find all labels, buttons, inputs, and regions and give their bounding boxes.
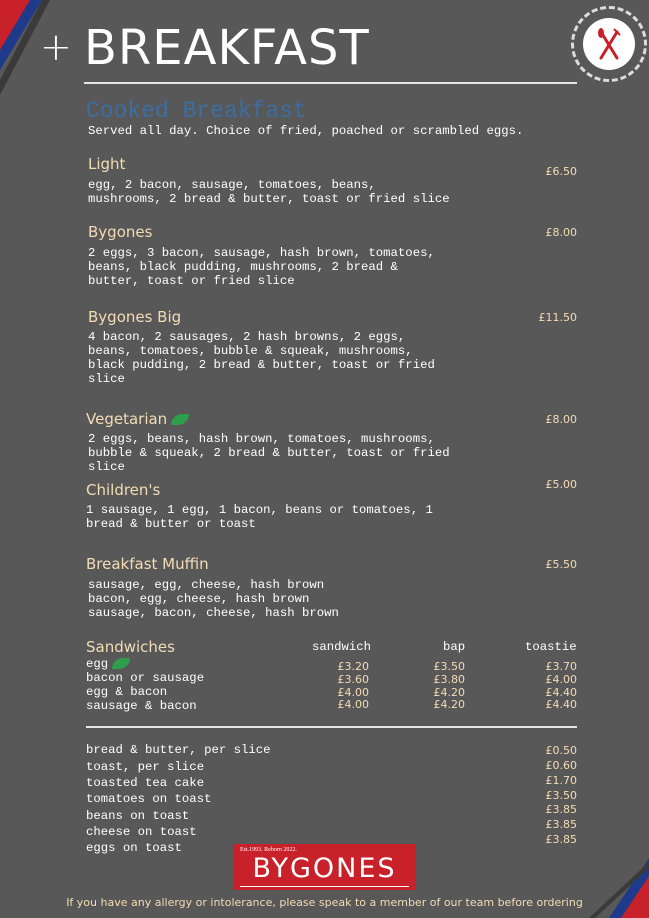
item-title-vegetarian	[86, 410, 189, 428]
item-price-light: £6.50	[545, 165, 577, 178]
extra-price: £3.50	[545, 789, 577, 802]
item-desc-bygones-big: 4 bacon, 2 sausages, 2 hash browns, 2 eggs, beans, tomatoes, bubble & squeak, mushrooms, black pudding, 2 bread & butter, toast or fried slice	[88, 330, 435, 386]
sandwich-row-name: sausage & bacon	[86, 699, 197, 713]
header-divider	[84, 82, 577, 84]
section-title: Cooked Breakfast	[86, 98, 307, 124]
allergy-notice: If you have any allergy or intolerance, please speak to a member of our team before ordering	[66, 896, 583, 909]
bap-price: £3.50	[433, 660, 465, 673]
sandwich-row-name: egg & bacon	[86, 685, 168, 699]
item-name-breakfast-muffin: Breakfast Muffin	[86, 555, 209, 573]
logo-underline	[240, 886, 409, 887]
item-desc-vegetarian: 2 eggs, beans, hash brown, tomatoes, mushrooms, bubble & squeak, 2 bread & butter, toast or fried slice	[88, 432, 450, 474]
item-name-bygones-big: Bygones Big	[88, 308, 182, 326]
extras-divider	[86, 726, 577, 728]
extra-name: bread & butter, per slice	[86, 743, 271, 757]
extra-name: tomatoes on toast	[86, 792, 212, 806]
extra-price: £1.70	[545, 774, 577, 787]
item-desc-childrens: 1 sausage, 1 egg, 1 bacon, beans or tomatoes, 1 bread & butter or toast	[86, 503, 433, 531]
logo-tagline: Est.1993. Reborn 2022.	[240, 847, 297, 853]
toastie-price: £4.40	[545, 686, 577, 699]
extra-price: £3.85	[545, 833, 577, 846]
item-price-bygones-big: £11.50	[538, 311, 577, 324]
extra-price: £0.50	[545, 744, 577, 757]
extra-price: £3.85	[545, 803, 577, 816]
section-subtitle: Served all day. Choice of fried, poached or scrambled eggs.	[88, 124, 524, 138]
toastie-price: £3.70	[545, 660, 577, 673]
item-desc-light: egg, 2 bacon, sausage, tomatoes, beans, mushrooms, 2 bread & butter, toast or fried slice	[88, 178, 450, 206]
item-price-childrens: £5.00	[545, 478, 577, 491]
vegetarian-leaf-icon	[171, 414, 189, 425]
sandwich-row-name: bacon or sausage	[86, 671, 205, 685]
item-name-light: Light	[88, 155, 126, 173]
item-price-bygones: £8.00	[545, 226, 577, 239]
vegetarian-leaf-icon	[112, 658, 130, 669]
extra-name: eggs on toast	[86, 841, 182, 855]
sandwiches-col-toastie: toastie	[525, 640, 577, 654]
toastie-price: £4.00	[545, 673, 577, 686]
bap-price: £4.20	[433, 686, 465, 699]
bygones-logo	[233, 844, 416, 890]
page-title: BREAKFAST	[84, 20, 370, 76]
item-price-vegetarian: £8.00	[545, 413, 577, 426]
sandwiches-title: Sandwiches	[86, 638, 175, 656]
toastie-price: £4.40	[545, 698, 577, 711]
extra-price: £3.85	[545, 818, 577, 831]
item-name-bygones: Bygones	[88, 223, 153, 241]
extra-name: beans on toast	[86, 809, 190, 823]
corner-stripes-bottom-right	[589, 858, 649, 918]
sandwich-price: £3.60	[337, 673, 369, 686]
extra-name: toast, per slice	[86, 760, 205, 774]
sandwich-row-name-egg	[86, 657, 130, 671]
bap-price: £3.80	[433, 673, 465, 686]
extra-price: £0.60	[545, 759, 577, 772]
sandwich-price: £4.00	[337, 686, 369, 699]
sandwich-price: £3.20	[337, 660, 369, 673]
bap-price: £4.20	[433, 698, 465, 711]
item-desc-bygones: 2 eggs, 3 bacon, sausage, hash brown, tomatoes, beans, black pudding, mushrooms, 2 bread & butter, toast or fried slice	[88, 246, 435, 288]
sandwiches-col-bap: bap	[443, 640, 466, 654]
logo-name: BYGONES	[252, 853, 397, 884]
item-name-childrens: Children's	[86, 481, 161, 499]
sandwich-egg-label: egg	[86, 657, 109, 671]
sandwich-price: £4.00	[337, 698, 369, 711]
item-price-breakfast-muffin: £5.50	[545, 558, 577, 571]
plus-icon: +	[40, 25, 72, 69]
item-name-vegetarian: Vegetarian	[86, 410, 168, 428]
extra-name: toasted tea cake	[86, 776, 205, 790]
extra-name: cheese on toast	[86, 825, 197, 839]
cutlery-badge-icon	[571, 6, 647, 82]
item-desc-breakfast-muffin: sausage, egg, cheese, hash brown bacon, egg, cheese, hash brown sausage, bacon, cheese, hash brown	[88, 578, 339, 620]
sandwiches-col-sandwich: sandwich	[312, 640, 372, 654]
